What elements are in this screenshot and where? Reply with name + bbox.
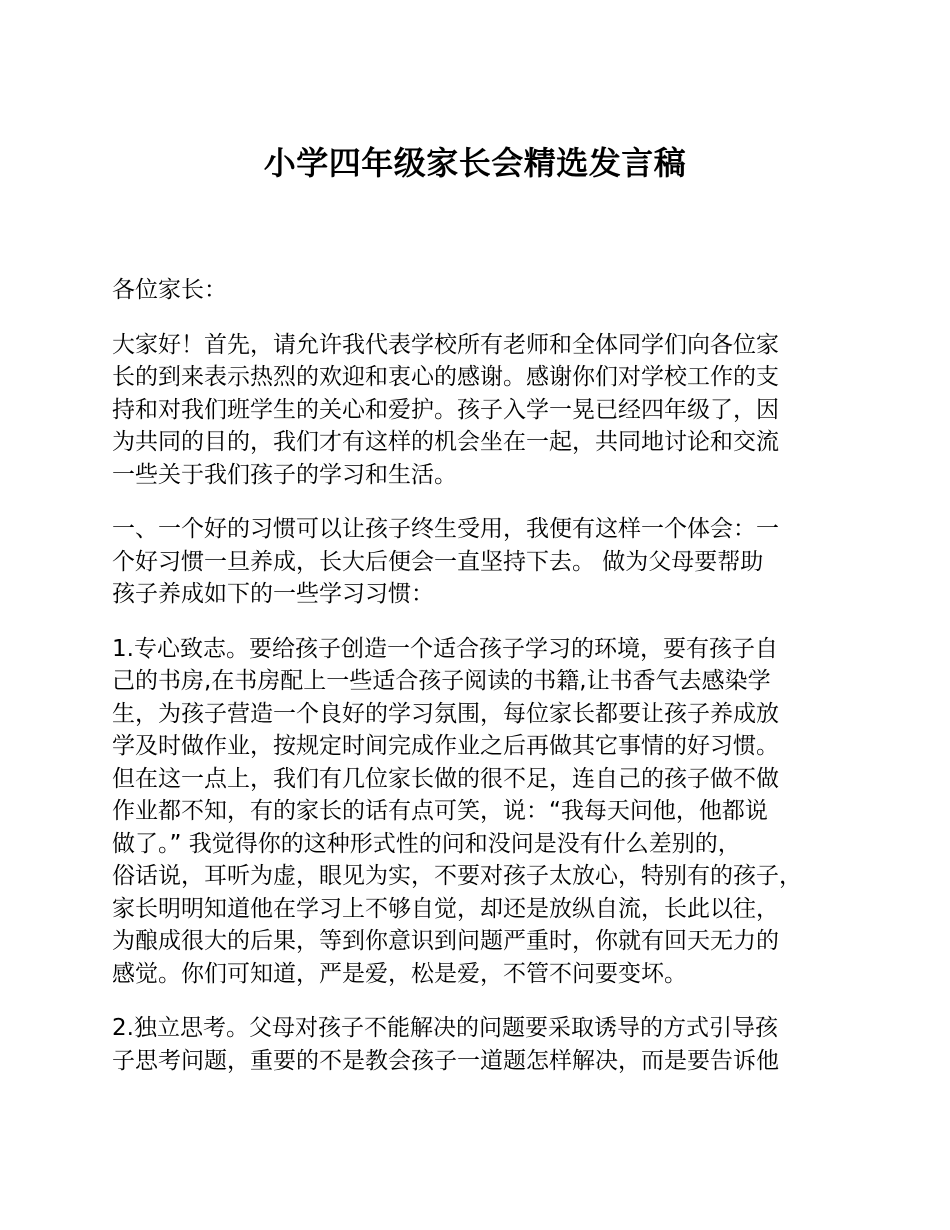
text-line: 学及时做作业，按规定时间完成作业之后再做其它事情的好习惯。 xyxy=(112,733,779,759)
text-line: 为共同的目的，我们才有这样的机会坐在一起，共同地讨论和交流 xyxy=(112,429,779,455)
text-line: 一、一个好的习惯可以让孩子终生受用，我便有这样一个体会：一 xyxy=(112,516,779,542)
text-line: 孩子养成如下的一些学习习惯： xyxy=(112,581,434,607)
text-line: 做了。” 我觉得你的这种形式性的问和没问是没有什么差别的， xyxy=(112,830,741,857)
text-line: 俗话说，耳听为虚，眼见为实，不要对孩子太放心，特别有的孩子， xyxy=(112,863,802,889)
text-line: 持和对我们班学生的关心和爱护。孩子入学一晃已经四年级了，因 xyxy=(112,396,779,423)
document-body xyxy=(112,274,854,1099)
text-line: 生，为孩子营造一个良好的学习氛围，每位家长都要让孩子养成放 xyxy=(112,700,779,727)
text-line: 家长明明知道他在学习上不够自觉，却还是放纵自流，长此以往， xyxy=(112,895,779,922)
paragraph xyxy=(112,329,854,492)
text-line: 2.独立思考。父母对孩子不能解决的问题要采取诱导的方式引导孩 xyxy=(112,1015,778,1041)
text-line: 各位家长： xyxy=(112,277,227,303)
text-line: 感觉。你们可知道，严是爱，松是爱，不管不问要变坏。 xyxy=(112,960,687,987)
text-line: 为酿成很大的后果，等到你意识到问题严重时，你就有回天无力的 xyxy=(112,928,779,954)
text-line: 子思考问题，重要的不是教会孩子一道题怎样解决，而是要告诉他 xyxy=(112,1047,779,1074)
paragraph xyxy=(112,1012,854,1077)
text-line: 一些关于我们孩子的学习和生活。 xyxy=(112,461,457,488)
text-line: 但在这一点上，我们有几位家长做的很不足，连自己的孩子做不做 xyxy=(112,765,779,792)
text-line: 长的到来表示热烈的欢迎和衷心的感谢。感谢你们对学校工作的支 xyxy=(112,364,779,390)
paragraph xyxy=(112,513,854,611)
paragraph xyxy=(112,633,854,991)
text-line: 1.专心致志。要给孩子创造一个适合孩子学习的环境，要有孩子自 xyxy=(112,635,778,662)
document-title: 小学四年级家长会精选发言稿 xyxy=(263,144,687,182)
text-line: 己的书房,在书房配上一些适合孩子阅读的书籍,让书香气去感染学 xyxy=(112,668,771,694)
text-line: 大家好！首先，请允许我代表学校所有老师和全体同学们向各位家 xyxy=(112,331,779,358)
salutation xyxy=(112,274,854,307)
text-line: 个好习惯一旦养成，长大后便会一直坚持下去。 做为父母要帮助 xyxy=(112,548,764,575)
text-line: 作业都不知，有的家长的话有点可笑，说：“我每天问他，他都说 xyxy=(112,798,768,824)
